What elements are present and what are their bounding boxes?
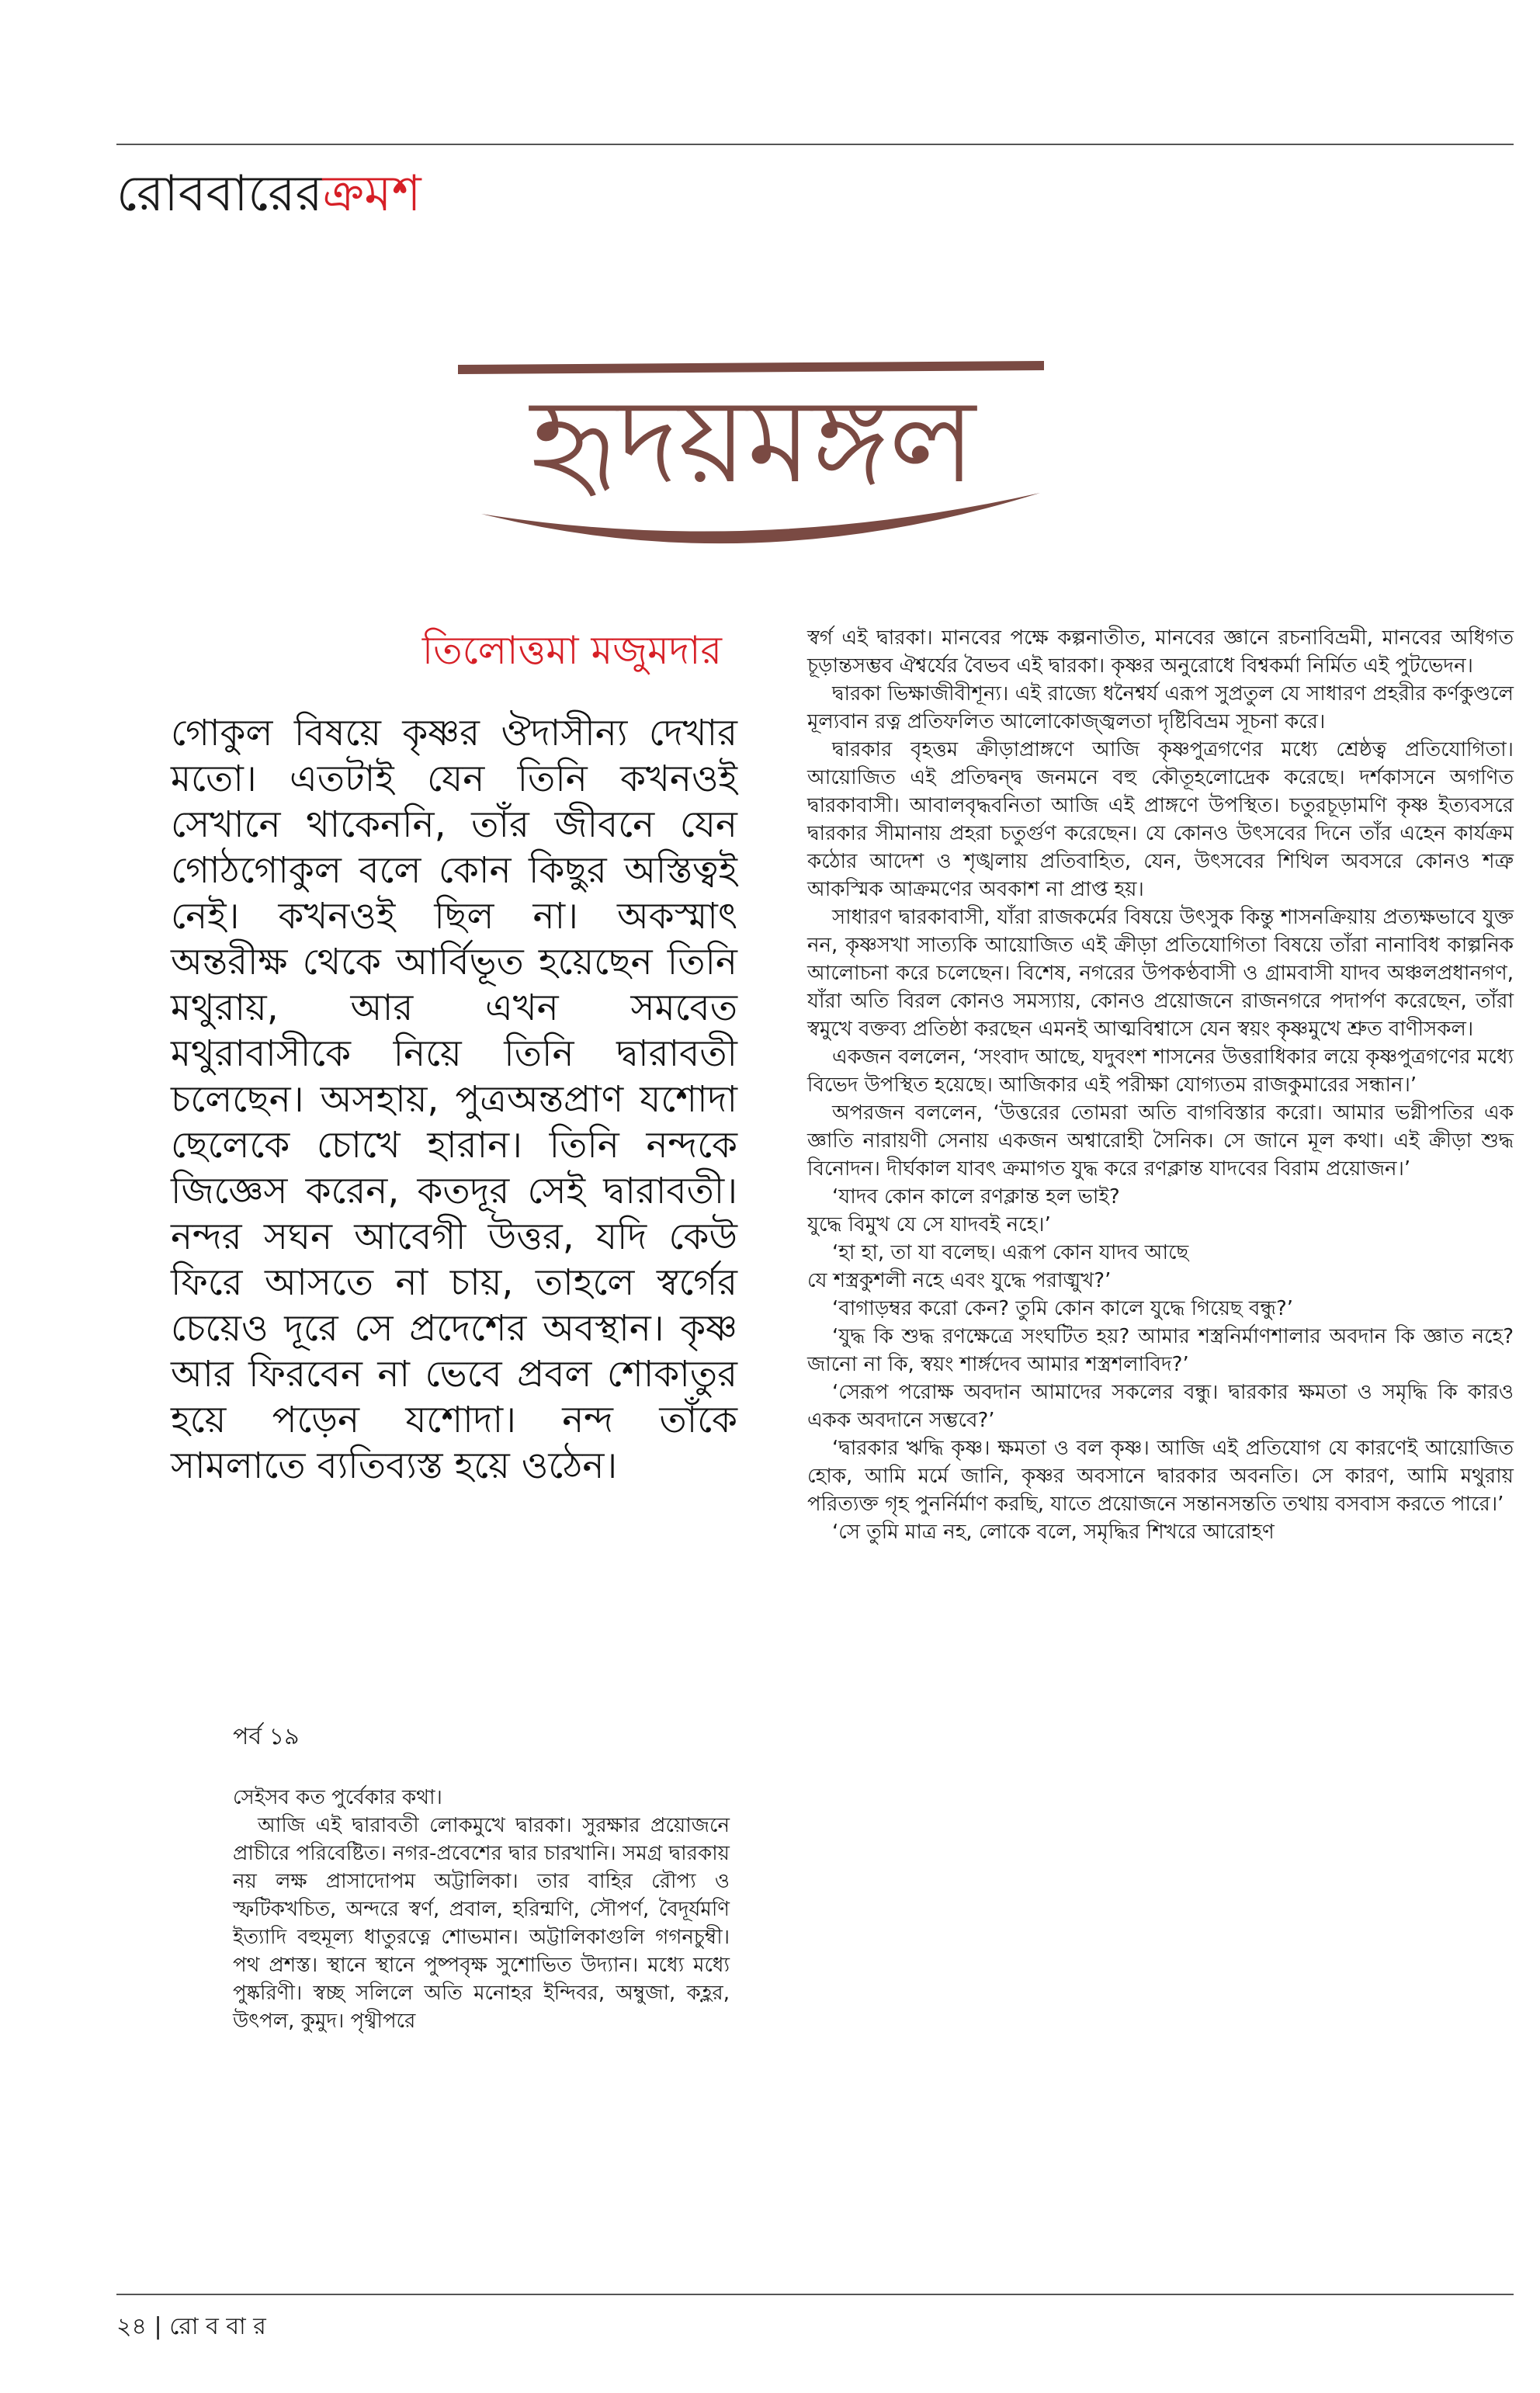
section-heading [116,163,421,225]
series-logo [435,334,1071,567]
body-paragraph: সেইসব কত পুর্বেকার কথা। [233,1786,442,1809]
dialogue-line: ‘যুদ্ধ কি শুদ্ধ রণক্ষেত্রে সংঘটিত হয়? আমার শস্ত্রনির্মাণশালার অবদান কি জ্ঞাত নহে? জানো না কি, স্বয়ং শার্ঙ্গদেব আমার শস্ত্রশলাবিদ?’ [807,1325,1514,1376]
body-paragraph: একজন বললেন, ‘সংবাদ আছে, যদুবংশ শাসনের উত্তরাধিকার লয়ে কৃষ্ণপুত্রগণের মধ্যে বিভেদ উপস্থিত হয়েছে। আজিকার এই পরীক্ষা যোগ্যতম রাজকুমারের সন্ধান।’ [807,1046,1514,1097]
page-footer [116,2311,266,2343]
right-column [807,624,1514,1546]
dialogue-line: ‘সেরূপ পরোক্ষ অবদান আমাদের সকলের বন্ধু। দ্বারকার ক্ষমতা ও সমৃদ্ধি কি কারও একক অবদানে সম্ভবে?’ [807,1381,1514,1432]
top-rule [116,144,1514,145]
logo-headline-bar [458,361,1044,374]
dialogue-line: ‘বাগাড়ম্বর করো কেন? তুমি কোন কালে যুদ্ধে গিয়েছ বন্ধু?’ [832,1297,1294,1320]
logo-title: হৃদয়মঙ্গল [530,374,976,509]
left-column [233,1784,730,2035]
dialogue-line: যুদ্ধে বিমুখ যে সে যাদবই নহে।’ [807,1213,1051,1236]
body-paragraph: আজি এই দ্বারাবতী লোকমুখে দ্বারকা। সুরক্ষার প্রয়োজনে প্রাচীরে পরিবেষ্টিত। নগর-প্রবেশের দ্বার চারখানি। সমগ্র দ্বারকায় নয় লক্ষ প্রাসাদোপম অট্টালিকা। তার বাহির রৌপ্য ও স্ফটিকখচিত, অন্দরে স্বর্ণ, প্রবাল, হরিন্মণি, সৌপর্ণ, বৈদূর্যমণি ইত্যাদি বহুমূল্য ধাতুরত্নে শোভমান। অট্টালিকাগুলি গগনচুম্বী। পথ প্রশস্ত। স্থানে স্থানে পুষ্পবৃক্ষ সুশোভিত উদ্যান। মধ্যে মধ্যে পুষ্করিণী। স্বচ্ছ সলিলে অতি মনোহর ইন্দিবর, অম্বুজা, কহ্লর, উৎপল, কুমুদ। পৃথ্বীপরে [233,1814,730,2033]
body-paragraph: অপরজন বললেন, ‘উত্তরের তোমরা অতি বাগবিস্তার করো। আমার ভগ্নীপতির এক জ্ঞাতি নারায়ণী সেনায় একজন অশ্বারোহী সৈনিক। সে জানে মূল কথা। এই ক্রীড়া শুদ্ধ বিনোদন। দীর্ঘকাল যাবৎ ক্রমাগত যুদ্ধ করে রণক্লান্ত যাদবের বিরাম প্রয়োজন।’ [807,1101,1514,1181]
intro-paragraph: গোকুল বিষয়ে কৃষ্ণর ঔদাসীন্য দেখার মতো। এতটাই যেন তিনি কখনওই সেখানে থাকেননি, তাঁর জীবনে যেন গোঠগোকুল বলে কোন কিছুর অস্তিত্বই নেই। কখনওই ছিল না। অকস্মাৎ অন্তরীক্ষ থেকে আর্বিভূত হয়েছেন তিনি মথুরায়, আর এখন সমবেত মথুরাবাসীকে নিয়ে তিনি দ্বারাবতী চলেছেন। অসহায়, পুত্রঅন্তপ্রাণ যশোদা ছেলেকে চোখে হারান। তিনি নন্দকে জিজ্ঞেস করেন, কতদূর সেই দ্বারাবতী। নন্দর সঘন আবেগী উত্তর, যদি কেউ ফিরে আসতে না চায়, তাহলে স্বর্গের চেয়েও দূরে সে প্রদেশের অবস্থান। কৃষ্ণ আর ফিরবেন না ভেবে প্রবল শোকাতুর হয়ে পড়েন যশোদা। নন্দ তাঁকে সামলাতে ব্যতিব্যস্ত হয়ে ওঠেন। [171,712,737,1487]
dialogue-line: যে শস্ত্রকুশলী নহে এবং যুদ্ধে পরাঙ্মুখ?’ [807,1269,1112,1292]
dialogue-line: ‘দ্বারকার ঋদ্ধি কৃষ্ণ। ক্ষমতা ও বল কৃষ্ণ। আজি এই প্রতিযোগ যে কারণেই আয়োজিত হোক, আমি মর্মে জানি, কৃষ্ণর অবসানে দ্বারকার অবনতি। সে কারণ, আমি মথুরায় পরিত্যক্ত গৃহ পুনর্নির্মাণ করছি, যাতে প্রয়োজনে সন্তানসন্ততি তথায় বসবাস করতে পারে।’ [807,1437,1514,1516]
dialogue-line: ‘যাদব কোন কালে রণক্লান্ত হল ভাই? [832,1185,1120,1209]
section-keyword: ক্রমশ [322,165,421,223]
episode-label: পর্ব ১৯ [233,1723,300,1750]
dialogue-line: ‘হা হা, তা যা বলেছ। এরূপ কোন যাদব আছে [832,1241,1189,1264]
publication-name: রো ব বা র [169,2313,266,2340]
author-name: তিলোত্তমা মজুমদার [421,628,722,673]
footer-separator: | [154,2313,162,2340]
page-number: ২৪ [116,2313,147,2340]
body-paragraph: স্বর্গ এই দ্বারকা। মানবের পক্ষে কল্পনাতীত, মানবের জ্ঞানে রচনাবিভ্রমী, মানবের অধিগত চূড়ান্তসম্ভব ঐশ্বর্যের বৈভব এই দ্বারকা। কৃষ্ণর অনুরোধে বিশ্বকর্মা নির্মিত এই পুটভেদন। [807,626,1514,678]
body-paragraph: দ্বারকা ভিক্ষাজীবীশূন্য। এই রাজ্যে ধনৈশ্বর্য এরূপ সুপ্রতুল যে সাধারণ প্রহরীর কর্ণকুণ্ডলে মূল্যবান রত্ন প্রতিফলিত আলোকোজ্জ্বলতা দৃষ্টিবিভ্রম সূচনা করে। [807,682,1514,734]
section-label: রোববারের [116,165,323,223]
body-paragraph: দ্বারকার বৃহত্তম ক্রীড়াপ্রাঙ্গণে আজি কৃষ্ণপুত্রগণের মধ্যে শ্রেষ্ঠত্ব প্রতিযোগিতা। আয়োজিত এই প্রতিদ্বন্দ্ব জনমনে বহু কৌতূহলোদ্রেক করেছে। দর্শকাসনে অগণিত দ্বারকাবাসী। আবালবৃদ্ধবনিতা আজি এই প্রাঙ্গণে উপস্থিত। চতুরচূড়ামণি কৃষ্ণ ইত্যবসরে দ্বারকার সীমানায় প্রহরা চতুর্গুণ করেছেন। যে কোনও উৎসবের দিনে তাঁর এহেন কার্যক্রম কঠোর আদেশ ও শৃঙ্খলায় প্রতিবাহিত, যেন, উৎসবের শিথিল অবসরে কোনও শত্রু আকস্মিক আক্রমণের অবকাশ না প্রাপ্ত হয়। [807,738,1514,901]
bottom-rule [116,2294,1514,2295]
body-paragraph: সাধারণ দ্বারকাবাসী, যাঁরা রাজকর্মের বিষয়ে উৎসুক কিন্তু শাসনক্রিয়ায় প্রত্যক্ষভাবে যুক্ত নন, কৃষ্ণসখা সাত্যকি আয়োজিত এই ক্রীড়া প্রতিযোগিতা বিষয়ে তাঁরা নানাবিধ কাল্পনিক আলোচনা করে চলেছেন। বিশেষ, নগরের উপকণ্ঠবাসী ও গ্রামবাসী যাদব অঞ্চলপ্রধানগণ, যাঁরা অতি বিরল কোনও সমস্যায়, কোনও প্রয়োজনে রাজনগরে পদার্পণ করেছেন, তাঁরা স্বমুখে বক্তব্য প্রতিষ্ঠা করছেন এমনই আত্মবিশ্বাসে যেন স্বয়ং কৃষ্ণমুখে শ্রুত বাণীসকল। [807,906,1514,1041]
dialogue-line: ‘সে তুমি মাত্র নহ, লোকে বলে, সমৃদ্ধির শিখরে আরোহণ [832,1521,1275,1544]
